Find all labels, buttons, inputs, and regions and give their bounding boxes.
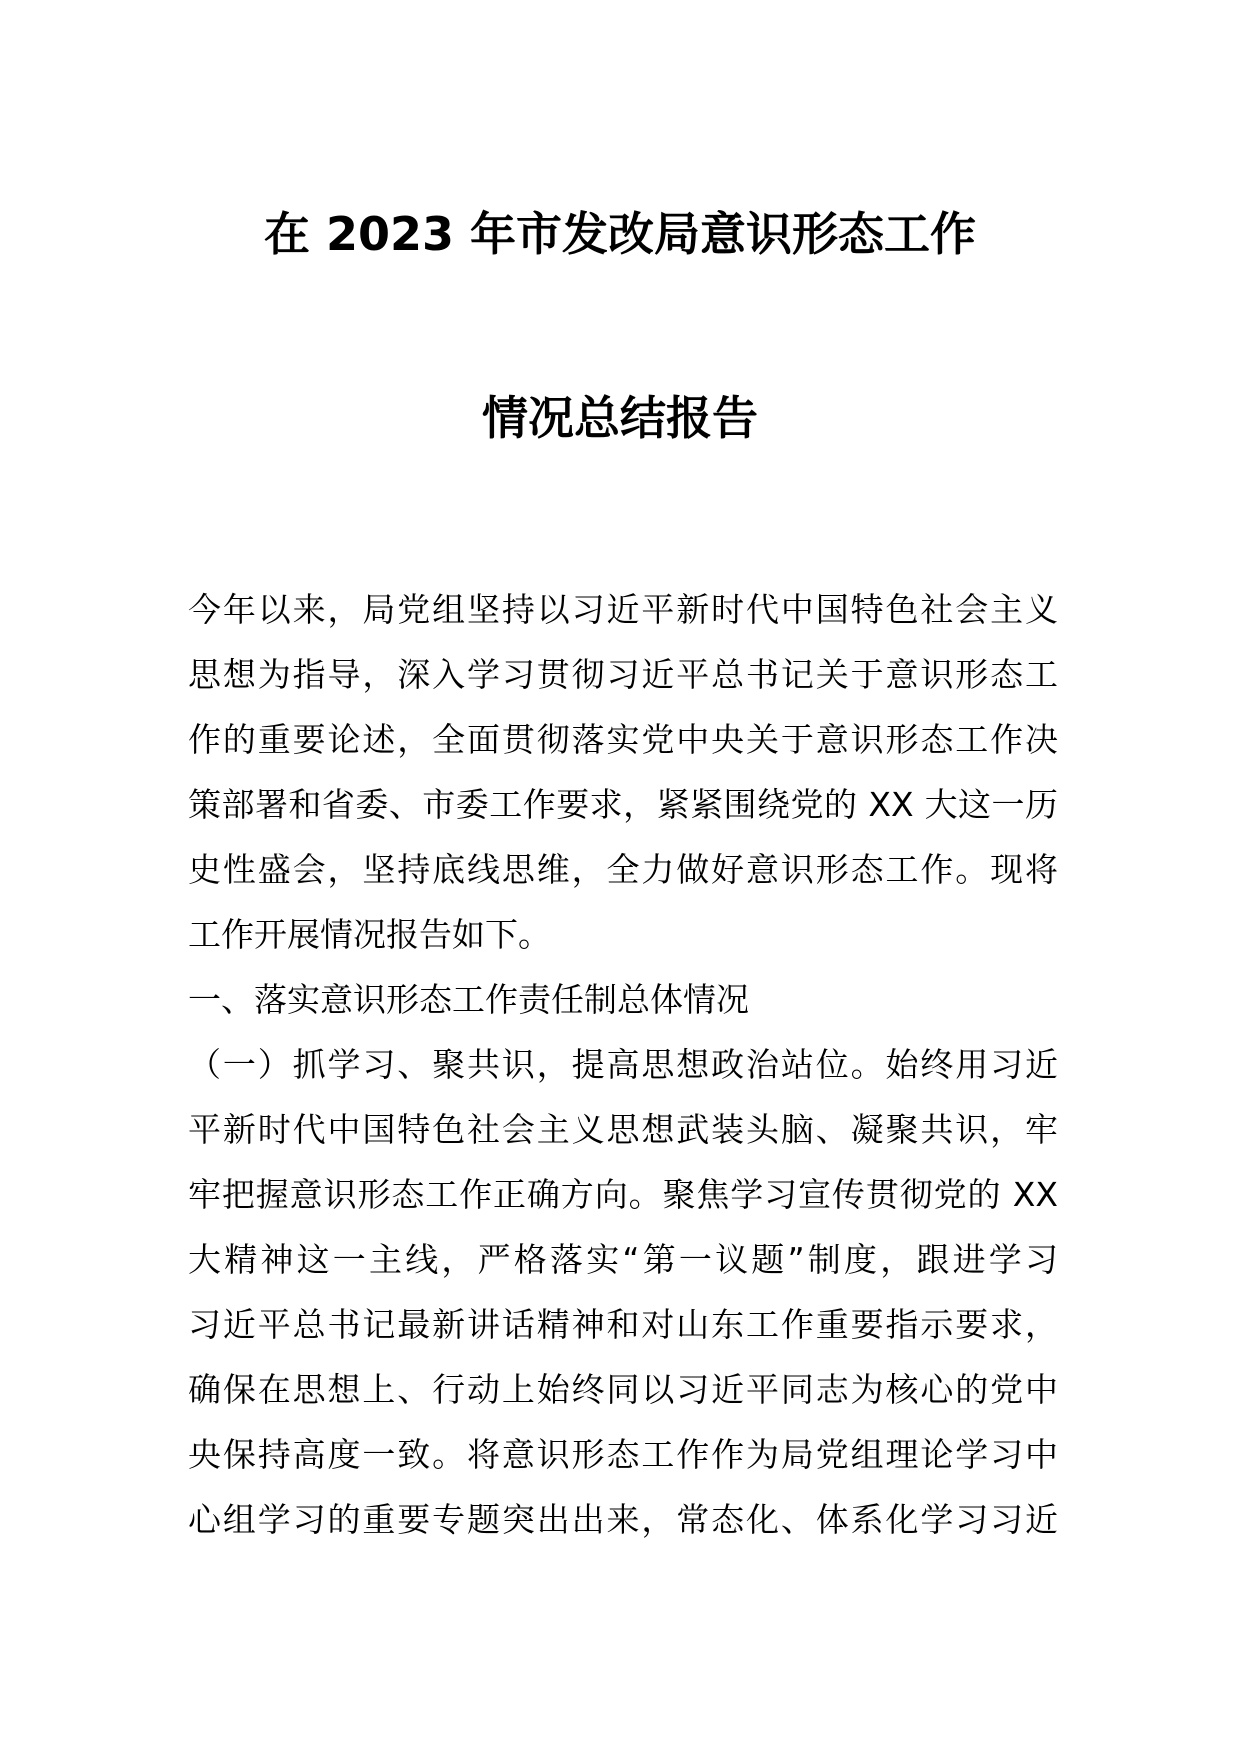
body-line: 牢把握意识形态工作正确方向。聚焦学习宣传贯彻党的 XX [188, 1175, 1058, 1214]
body-line: 大精神这一主线，严格落实“第一议题”制度，跟进学习 [188, 1240, 1058, 1279]
body-line: 今年以来，局党组坚持以习近平新时代中国特色社会主义 [188, 590, 1058, 629]
body-line: 作的重要论述，全面贯彻落实党中央关于意识形态工作决 [188, 720, 1058, 759]
body-line: 思想为指导，深入学习贯彻习近平总书记关于意识形态工 [188, 655, 1058, 694]
body-line: 心组学习的重要专题突出出来，常态化、体系化学习习近 [188, 1500, 1058, 1539]
subsection-line: （一）抓学习、聚共识，提高思想政治站位。始终用习近 [188, 1045, 1058, 1084]
body-line: 史性盛会，坚持底线思维，全力做好意识形态工作。现将 [188, 850, 1058, 889]
body-line: 策部署和省委、市委工作要求，紧紧围绕党的 XX 大这一历 [188, 785, 1058, 824]
body-line: 平新时代中国特色社会主义思想武装头脑、凝聚共识，牢 [188, 1110, 1058, 1149]
document-title-line-1: 在 2023 年市发改局意识形态工作 [263, 207, 977, 261]
section-heading: 一、落实意识形态工作责任制总体情况 [188, 980, 749, 1019]
body-line: 确保在思想上、行动上始终同以习近平同志为核心的党中 [188, 1370, 1058, 1409]
body-line: 央保持高度一致。将意识形态工作作为局党组理论学习中 [188, 1435, 1058, 1474]
body-line: 工作开展情况报告如下。 [188, 915, 551, 954]
document-title-line-2: 情况总结报告 [482, 391, 758, 445]
document-body [188, 577, 1058, 1552]
body-line: 习近平总书记最新讲话精神和对山东工作重要指示要求， [188, 1305, 1058, 1344]
